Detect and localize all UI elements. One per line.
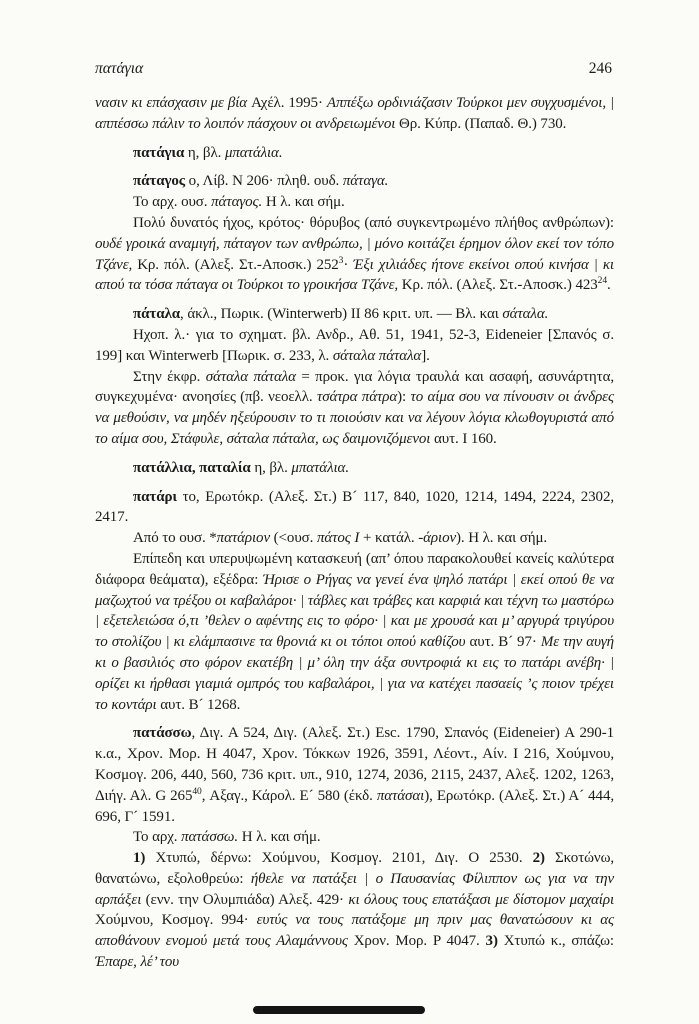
patala-sense: Στην έκφρ. σάταλα πάταλα = προκ. για λόγια τραυλά και ασαφή, ασυνάρτητα, συγκεχυμένα· ανοησίες (πβ. νεοελλ. τσάτρα πάτρα): το αίμα σου να πίνουσιν οι άνδρες να μεθούσιν, να μηδέν ηξεύρουσιν το τι ποιούσιν και να λέγουν λόγια κλωθογυριστά από το αίμα σου, Στάφυλε, σάταλα πάταλα, ως δαιμονιζόμενοι αυτ. I 160. bbox=[95, 368, 614, 447]
running-title: πατάγια bbox=[95, 60, 144, 77]
entry-patari-headword: πατάρι το, Ερωτόκρ. (Αλεξ. Στ.) Β´ 117, 840, 1020, 1214, 1494, 2224, 2302, 2417. bbox=[95, 488, 614, 526]
entry-patasso-headword: πατάσσω, Διγ. Α 524, Διγ. (Αλεξ. Στ.) Esc. 1790, Σπανός (Eideneier) Α 290-1 κ.α., Χρον. Μορ. Η 4047, Χρον. Τόκκων 1926, 3591, Λέοντ., Αίν. Ι 216, Χούμνου, Κοσμογ. 206, 440, 560, 736 κριτ. υπ., 910, 1274, 2036, 2115, 2437, Αλεξ. 1202, 1263, Διήγ. Αλ. G $265^{40}$, Αξαγ., Κάρολ. Ε´ 580 (έκδ. πατάσαι), Ερωτόκρ. (Αλεξ. Στ.) Α´ 444, 696, Γ´ 1591. bbox=[95, 725, 615, 825]
entry-patala-headword: πάταλα, άκλ., Πωρικ. (Winterwerb) II 86 κριτ. υπ. — Βλ. και σάταλα. bbox=[133, 306, 549, 323]
text-block bbox=[95, 93, 614, 973]
patagos-sense: Πολύ δυνατός ήχος, κρότος· θόρυβος (από συγκεντρωμένο πλήθος ανθρώπων): ουδέ γροικά αναμιγή, πάταγον των ανθρώπω, | μόνο κοιτάζει έρημον όλον εκεί τον τόπο Τζάνε, Κρ. πόλ. (Αλεξ. Στ.-Αποσκ.) $252^3\cdot Έ\xi\iota$ χιλιάδες ήτονε εκείνοι οπού κινήσα | κι απού τα τόσα πάταγα οι Τούρκοι το γροικήσα Τζάνε, Κρ. πόλ. (Αλεξ. Στ.-Αποσκ.) $423^{24}$. bbox=[95, 214, 614, 294]
scan-artifact-bar bbox=[253, 1006, 425, 1014]
patasso-etymology: Το αρχ. πατάσσω. Η λ. και σήμ. bbox=[133, 829, 321, 846]
entry-patagos-headword: πάταγος ο, Λίβ. Ν 206· πληθ. ουδ. πάταγα. bbox=[133, 173, 389, 190]
entry-patallia: πατάλλια, παταλία η, βλ. μπατάλια. bbox=[133, 459, 349, 476]
patari-etymology: Από το ουσ. *πατάριον (<ουσ. πάτος Ι + κατάλ. -άριον). Η λ. και σήμ. bbox=[133, 530, 548, 547]
entry-patagia: πατάγια η, βλ. μπατάλια. bbox=[133, 144, 283, 161]
patari-sense: Επίπεδη και υπερυψωμένη κατασκευή (απ’ όπου παρακολουθεί κανείς καλύτερα διάφορα θεάματα), εξέδρα: Ήρισε ο Ρήγας να γενεί ένα ψηλό πατάρι | εκεί οπού θε να μαζωχτού να τρέξου οι καβαλάροι· | τάβλες και τράβες και καρφιά και τέχνη τω μαστόρω | εξετελειώσα ό,τι ’θελεν ο αφέντης εις το φόρο· | και με χρουσά και μ’ αργυρά τριγύρου το στολίζου | κι ελάμπασινε τα θρονιά κι οι τόποι οπού καθίζου αυτ. Β´ 97· Με την αυγή κι ο βασιλιός στο φόρον εκατέβη | μ’ όλη την άξα συντροφιά κι εις το πατάρι ανέβη· | ορίζει κι ήρθασι γιαμιά ομπρός του καβαλάροι, | για να κατέχει πασαείς ’ς ποιον τρέχει το κοντάρι αυτ. Β´ 1268. bbox=[95, 550, 615, 713]
patasso-senses: 1) Χτυπώ, δέρνω: Χούμνου, Κοσμογ. 2101, Διγ. Ο 2530. 2) Σκοτώνω, θανατώνω, εξολοθρεύω: ήθελε να πατάξει | ο Παυσανίας Φίλιππον ως για να την αρπάξει (ενν. την Ολυμπιάδα) Αλεξ. 429· κι όλους τους επατάξασι με δίστομον μαχαίρι Χούμνου, Κοσμογ. 994· ευτύς να τους πατάξομε μη πριν μας θανατώσουν κι ας αποθάνουν ενομού μετά τους Αλαμάννους Χρον. Μορ. P 4047. 3) Χτυπώ κ., σπάζω: Έπαρε, λέ’ του bbox=[95, 850, 615, 971]
patala-etymology: Ηχοπ. λ.· για το σχηματ. βλ. Ανδρ., Αθ. 51, 1941, 52-3, Eideneier [Σπανός σ. 199] και Winterwerb [Πωρικ. σ. 233, λ. σάταλα πάταλα]. bbox=[95, 326, 614, 364]
continuation-previous-entry: νασιν κι επάσχασιν με βία Αχέλ. 1995· Αππέξω ορδινιάζασιν Τούρκοι μεν συγχυσμένοι, | αππέσσω πάλιν το λοιπόν πάσχουν οι ανδρειωμένοι Θρ. Κύπρ. (Παπαδ. Θ.) 730. bbox=[95, 95, 615, 132]
page-number: 246 bbox=[588, 60, 612, 77]
patagos-etymology: Το αρχ. ουσ. πάταγος. Η λ. και σήμ. bbox=[133, 194, 345, 211]
page-header bbox=[95, 60, 612, 78]
